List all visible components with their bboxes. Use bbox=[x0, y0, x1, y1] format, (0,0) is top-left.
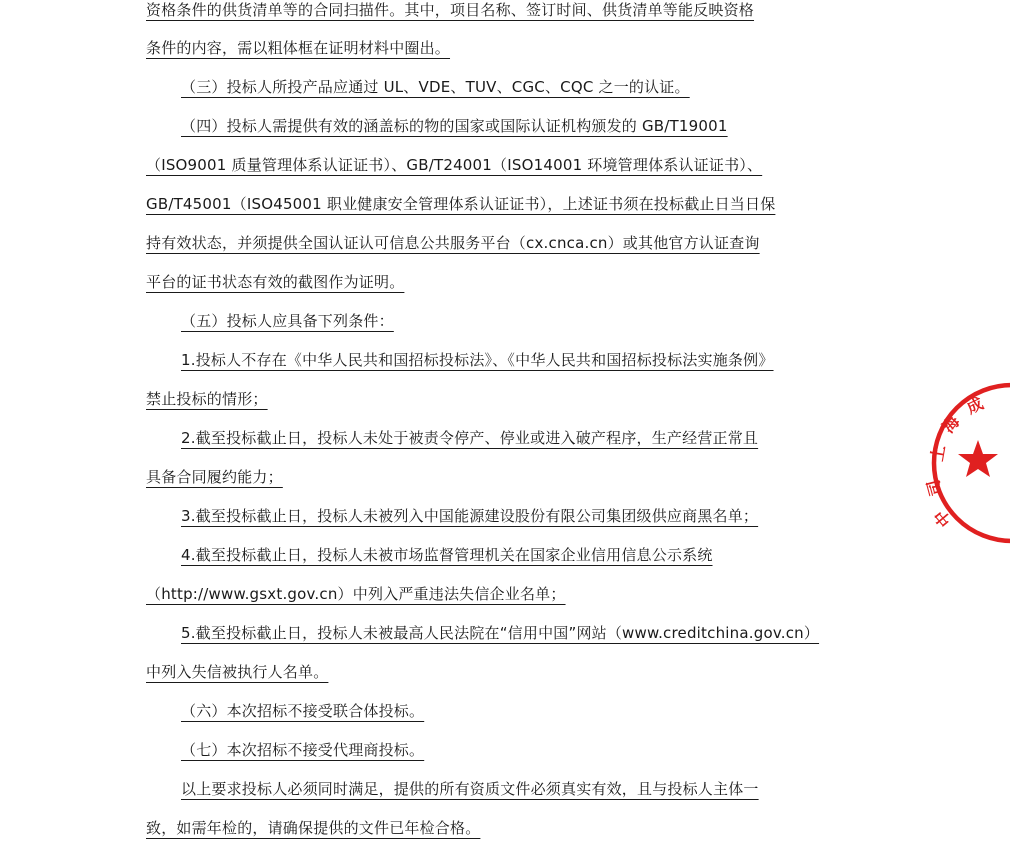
text-line: 平台的证书状态有效的截图作为证明。 bbox=[146, 273, 405, 291]
svg-text:海: 海 bbox=[938, 412, 964, 437]
text-line: 条件的内容，需以粗体框在证明材料中圈出。 bbox=[146, 39, 451, 57]
text-line: （http://www.gsxt.gov.cn）中列入严重违法失信企业名单； bbox=[146, 585, 566, 603]
svg-text:成: 成 bbox=[963, 393, 987, 418]
text-line: （四）投标人需提供有效的涵盖标的物的国家或国际认证机构颁发的 GB/T19001 bbox=[181, 117, 728, 135]
text-line: 以上要求投标人必须同时满足，提供的所有资质文件必须真实有效，且与投标人主体一 bbox=[181, 780, 759, 798]
text-line: （ISO9001 质量管理体系认证证书）、GB/T24001（ISO14001 环境管理体系认证证书）、 bbox=[146, 156, 763, 174]
text-line: 3.截至投标截止日，投标人未被列入中国能源建设股份有限公司集团级供应商黑名单； bbox=[181, 507, 759, 525]
text-line: 4.截至投标截止日，投标人未被市场监督管理机关在国家企业信用信息公示系统 bbox=[181, 546, 713, 564]
text-line: （三）投标人所投产品应通过 UL、VDE、TUV、CGC、CQC 之一的认证。 bbox=[181, 78, 690, 96]
text-line: （六）本次招标不接受联合体投标。 bbox=[181, 702, 425, 720]
text-line: 持有效状态，并须提供全国认证认可信息公共服务平台（cx.cnca.cn）或其他官方认证查询 bbox=[146, 234, 760, 252]
text-line: 中列入失信被执行人名单。 bbox=[146, 663, 329, 681]
svg-text:司: 司 bbox=[923, 477, 946, 498]
star-icon bbox=[958, 440, 998, 477]
text-line: 具备合同履约能力； bbox=[146, 468, 283, 486]
text-line: 禁止投标的情形； bbox=[146, 390, 268, 408]
text-line: （五）投标人应具备下列条件： bbox=[181, 312, 394, 330]
text-line: 1.投标人不存在《中华人民共和国招标投标法》、《中华人民共和国招标投标法实施条例》 bbox=[181, 351, 774, 369]
text-line: 2.截至投标截止日，投标人未处于被责令停产、停业或进入破产程序，生产经营正常且 bbox=[181, 429, 759, 447]
text-line: GB/T45001（ISO45001 职业健康安全管理体系认证证书），上述证书须在投标截止日当日保 bbox=[146, 195, 776, 213]
svg-text:中: 中 bbox=[930, 506, 956, 531]
svg-text:上: 上 bbox=[927, 443, 949, 463]
text-line: 资格条件的供货清单等的合同扫描件。其中，项目名称、签订时间、供货清单等能反映资格 bbox=[146, 1, 755, 19]
text-line: （七）本次招标不接受代理商投标。 bbox=[181, 741, 425, 759]
text-line: 致，如需年检的，请确保提供的文件已年检合格。 bbox=[146, 819, 481, 837]
company-seal-stamp bbox=[923, 378, 1010, 548]
text-line: 5.截至投标截止日，投标人未被最高人民法院在“信用中国”网站（www.creditchina.gov.cn） bbox=[181, 624, 820, 642]
